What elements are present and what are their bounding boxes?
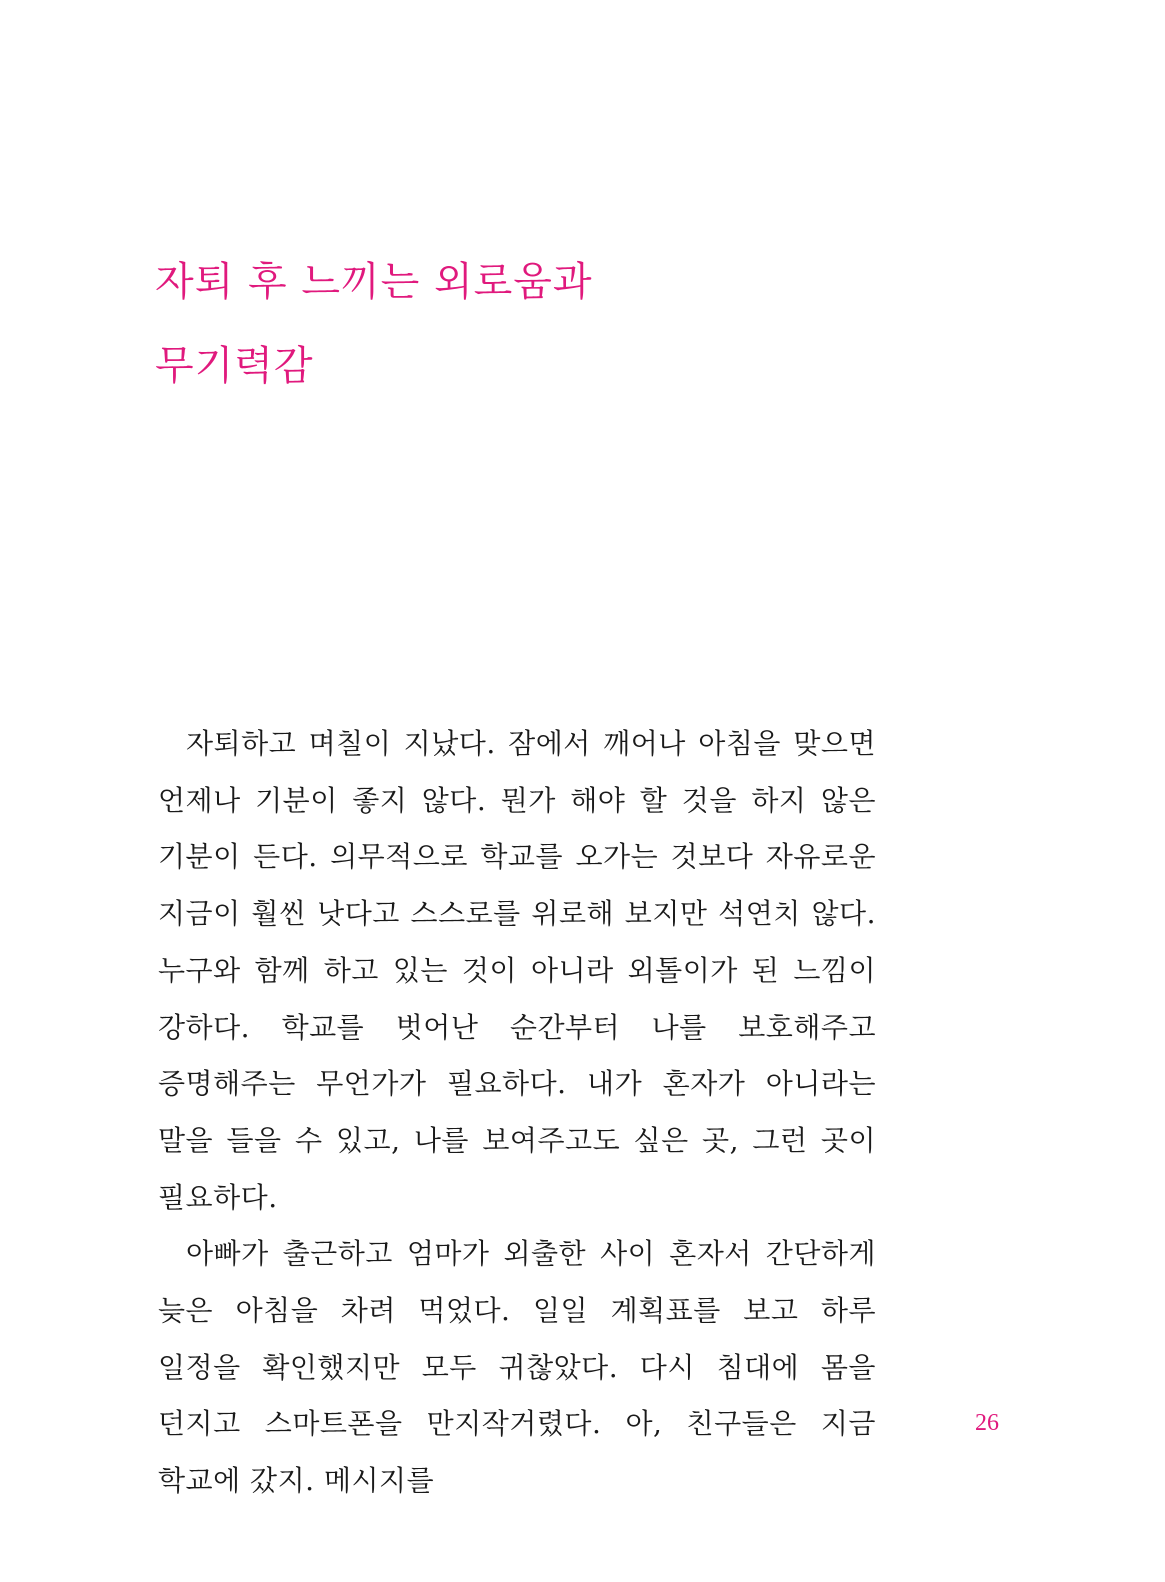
chapter-title-line-2: 무기력감 xyxy=(155,343,314,389)
page-number: 26 xyxy=(975,1410,999,1436)
paragraph-1: 자퇴하고 며칠이 지났다. 잠에서 깨어나 아침을 맞으면 언제나 기분이 좋지 않다. 뭔가 해야 할 것을 하지 않은 기분이 든다. 의무적으로 학교를 오가는 것보다 자유로운 지금이 훨씬 낫다고 스스로를 위로해 보지만 석연치 않다. 누구와 함께 하고 있는 것이 아니라 외톨이가 된 느낌이 강하다. 학교를 벗어난 순간부터 나를 보호해주고 증명해주는 무언가가 필요하다. 내가 혼자가 아니라는 말을 들을 수 있고, 나를 보여주고도 싶은 곳, 그런 곳이 필요하다. xyxy=(158,727,876,1214)
body-text xyxy=(158,716,876,1510)
paragraph-2: 아빠가 출근하고 엄마가 외출한 사이 혼자서 간단하게 늦은 아침을 차려 먹었다. 일일 계획표를 보고 하루 일정을 확인했지만 모두 귀찮았다. 다시 침대에 몸을 던지고 스마트폰을 만지작거렸다. 아, 친구들은 지금 학교에 갔지. 메시지를 xyxy=(158,1237,876,1498)
chapter-title xyxy=(155,240,593,408)
chapter-title-line-1: 자퇴 후 느끼는 외로움과 xyxy=(155,259,593,305)
